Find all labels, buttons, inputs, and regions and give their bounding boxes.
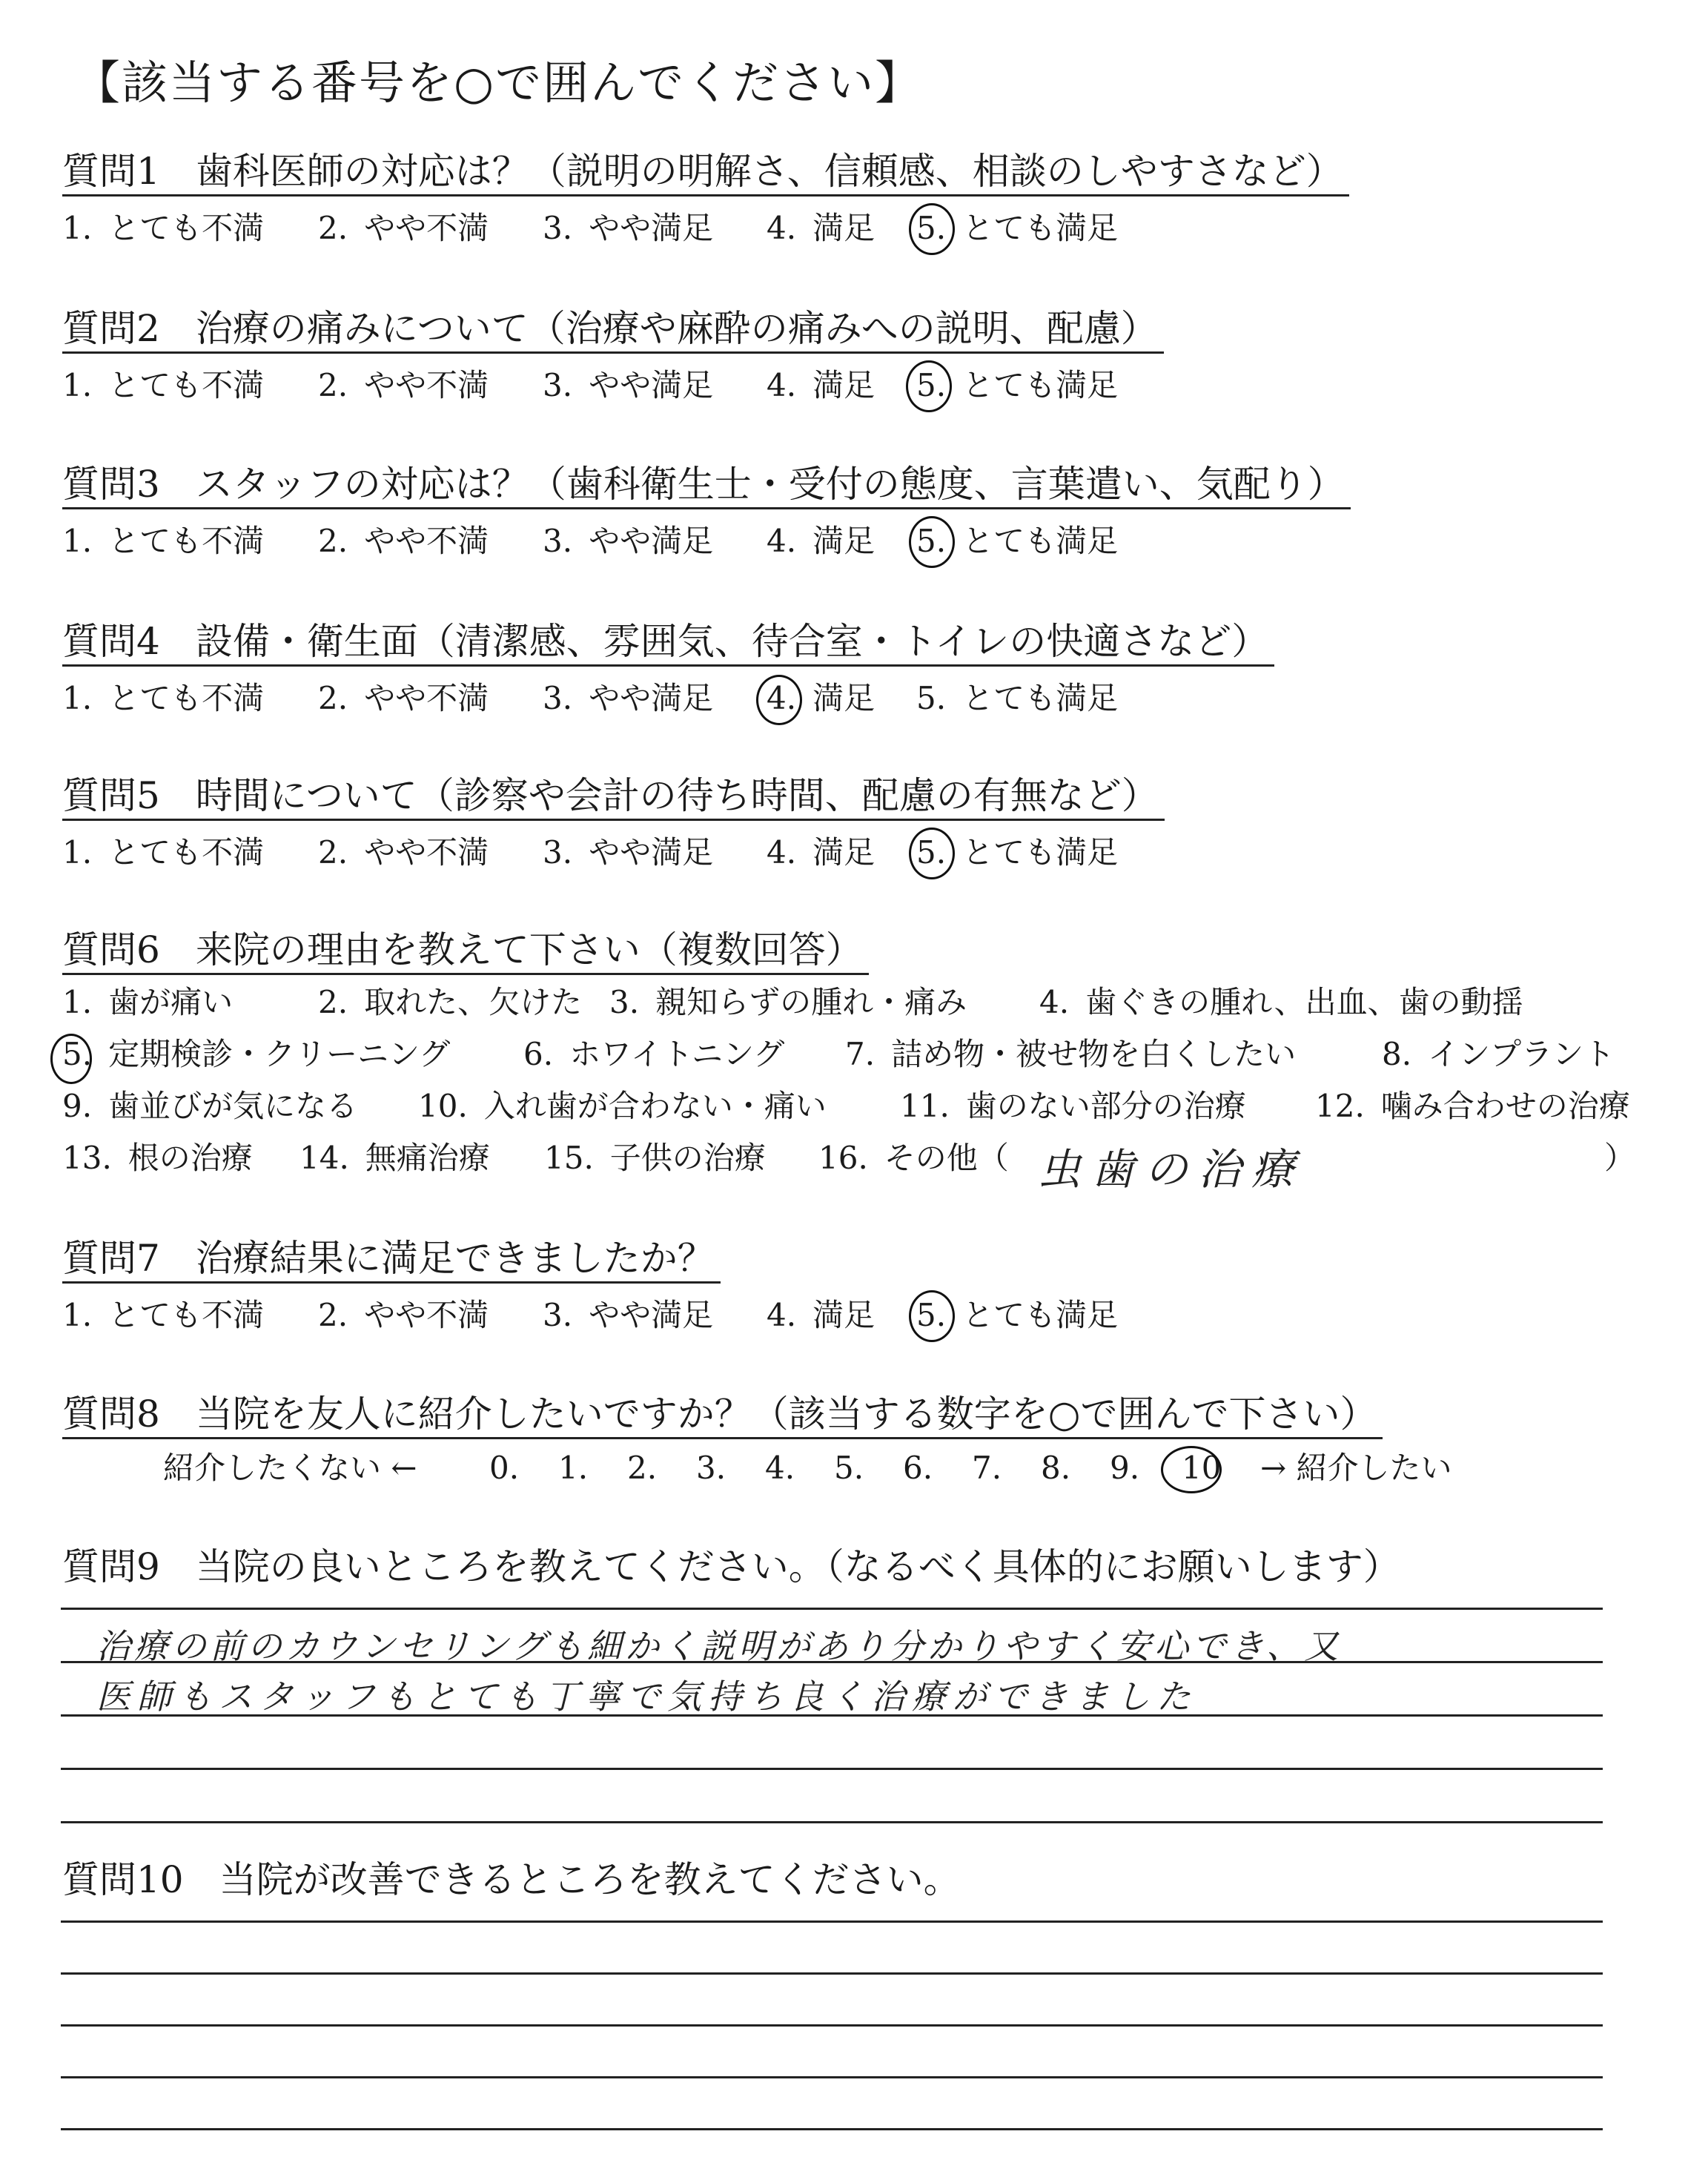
question-6-reasons xyxy=(62,983,1656,1206)
option-5[interactable]: 5. とても満足 xyxy=(916,680,1119,716)
question-label: 質問3 xyxy=(62,463,160,506)
question-9-heading xyxy=(62,1544,1406,1590)
question-text: 当院の良いところを教えてください。（なるべく具体的にお願いします） xyxy=(195,1545,1400,1588)
option-2[interactable]: 2. やや不満 xyxy=(318,680,489,716)
handwritten-answer-line-1[interactable]: 治療の前のカウンセリングも細かく説明があり分かりやすく安心でき、又 xyxy=(96,1626,1343,1666)
scale-number[interactable]: 3. xyxy=(696,1450,726,1486)
option-4[interactable]: 4. 満足 xyxy=(767,1297,875,1333)
reason-item[interactable]: 13. 根の治療 xyxy=(62,1140,253,1176)
answer-line xyxy=(61,1821,1603,1823)
selection-circle xyxy=(909,828,955,879)
option-2[interactable]: 2. やや不満 xyxy=(318,367,489,403)
option-2[interactable]: 2. やや不満 xyxy=(318,834,489,871)
reason-item-selected[interactable]: 5. 定期検診・クリーニング xyxy=(62,1036,451,1072)
option-5[interactable]: 5. とても満足 xyxy=(916,834,1119,871)
option-1[interactable]: 1. とても不満 xyxy=(62,523,265,559)
reason-item[interactable]: 9. 歯並びが気になる xyxy=(62,1088,358,1124)
option-2[interactable]: 2. やや不満 xyxy=(318,1297,489,1333)
selection-circle xyxy=(909,1290,955,1342)
scale-number[interactable]: 6. xyxy=(903,1450,933,1486)
question-2-heading xyxy=(62,305,1164,354)
option-5[interactable]: 5. とても満足 xyxy=(916,1297,1119,1333)
recommend-scale xyxy=(163,1449,1572,1490)
reason-item[interactable]: 4. 歯ぐきの腫れ、出血、歯の動揺 xyxy=(1039,984,1523,1020)
question-label: 質問5 xyxy=(62,774,160,817)
question-8-heading xyxy=(62,1391,1383,1439)
option-1[interactable]: 1. とても不満 xyxy=(62,680,265,716)
selection-circle xyxy=(909,203,955,255)
option-1[interactable]: 1. とても不満 xyxy=(62,210,265,246)
scale-left-label: 紹介したくない ← xyxy=(163,1450,417,1486)
question-label: 質問10 xyxy=(62,1858,184,1901)
option-3[interactable]: 3. やや満足 xyxy=(543,1297,714,1333)
scale-number-selected[interactable]: 10 xyxy=(1182,1450,1222,1486)
question-text: 来院の理由を教えて下さい（複数回答） xyxy=(195,928,863,971)
selection-circle xyxy=(50,1034,92,1084)
question-label: 質問8 xyxy=(62,1393,160,1436)
question-6-heading xyxy=(62,927,869,975)
question-text: 当院を友人に紹介したいですか？（該当する数字を○で囲んで下さい） xyxy=(195,1393,1377,1436)
scale-number[interactable]: 1. xyxy=(558,1450,589,1486)
option-5[interactable]: 5. とても満足 xyxy=(916,210,1119,246)
question-3-options xyxy=(62,522,1323,564)
selection-circle xyxy=(756,675,802,725)
option-5[interactable]: 5. とても満足 xyxy=(916,523,1119,559)
question-label: 質問2 xyxy=(62,307,160,350)
scale-number[interactable]: 7. xyxy=(972,1450,1002,1486)
option-3[interactable]: 3. やや満足 xyxy=(543,523,714,559)
question-label: 質問9 xyxy=(62,1545,160,1588)
option-4[interactable]: 4. 満足 xyxy=(767,680,875,716)
question-text: 歯科医師の対応は？（説明の明解さ、信頼感、相談のしやすさなど） xyxy=(195,150,1343,193)
question-1-heading xyxy=(62,148,1349,196)
option-2[interactable]: 2. やや不満 xyxy=(318,210,489,246)
question-7-options xyxy=(62,1296,1323,1338)
question-1-options xyxy=(62,209,1323,251)
option-4[interactable]: 4. 満足 xyxy=(767,367,875,403)
option-1[interactable]: 1. とても不満 xyxy=(62,1297,265,1333)
question-3-heading xyxy=(62,461,1351,509)
question-text: 当院が改善できるところを教えてください。 xyxy=(219,1858,961,1901)
question-2-options xyxy=(62,366,1323,408)
question-5-options xyxy=(62,833,1323,875)
option-3[interactable]: 3. やや満足 xyxy=(543,210,714,246)
scale-number[interactable]: 2. xyxy=(627,1450,658,1486)
page-title: 【該当する番号を○で囲んでください】 xyxy=(74,56,923,110)
option-1[interactable]: 1. とても不満 xyxy=(62,367,265,403)
option-3[interactable]: 3. やや満足 xyxy=(543,834,714,871)
option-4[interactable]: 4. 満足 xyxy=(767,834,875,871)
question-label: 質問1 xyxy=(62,150,160,193)
scale-number[interactable]: 5. xyxy=(834,1450,864,1486)
answer-line xyxy=(61,2076,1603,2078)
reason-item[interactable]: 6. ホワイトニング xyxy=(523,1036,785,1072)
answer-line xyxy=(61,2128,1603,2130)
reason-item[interactable]: 10. 入れ歯が合わない・痛い xyxy=(418,1088,827,1124)
question-text: スタッフの対応は？（歯科衛生士・受付の態度、言葉遣い、気配り） xyxy=(195,463,1345,506)
option-3[interactable]: 3. やや満足 xyxy=(543,680,714,716)
question-text: 時間について（診察や会計の待ち時間、配慮の有無など） xyxy=(195,774,1159,817)
question-10-heading xyxy=(62,1857,967,1903)
scale-number[interactable]: 4. xyxy=(765,1450,795,1486)
option-4[interactable]: 4. 満足 xyxy=(767,210,875,246)
question-7-heading xyxy=(62,1235,721,1284)
reason-item[interactable]: 2. 取れた、欠けた xyxy=(318,984,583,1020)
option-2[interactable]: 2. やや不満 xyxy=(318,523,489,559)
option-1[interactable]: 1. とても不満 xyxy=(62,834,265,871)
question-text: 治療結果に満足できましたか？ xyxy=(195,1237,715,1280)
question-text: 設備・衛生面（清潔感、雰囲気、待合室・トイレの快適さなど） xyxy=(195,620,1269,663)
question-4-heading xyxy=(62,618,1274,667)
answer-line xyxy=(61,1768,1603,1770)
reason-item[interactable]: 15. 子供の治療 xyxy=(544,1140,766,1176)
question-text: 治療の痛みについて（治療や麻酔の痛みへの説明、配慮） xyxy=(195,307,1158,350)
answer-line xyxy=(61,1972,1603,1975)
answer-line xyxy=(61,2024,1603,2027)
scale-number[interactable]: 0. xyxy=(489,1450,520,1486)
option-4[interactable]: 4. 満足 xyxy=(767,523,875,559)
question-label: 質問6 xyxy=(62,928,160,971)
selection-circle xyxy=(906,360,952,412)
answer-line xyxy=(61,1920,1603,1923)
question-label: 質問4 xyxy=(62,620,160,663)
scale-number[interactable]: 8. xyxy=(1041,1450,1071,1486)
reason-item[interactable]: 14. 無痛治療 xyxy=(299,1140,490,1176)
scale-right-label: → 紹介したい xyxy=(1260,1450,1452,1486)
reason-item[interactable]: 7. 詰め物・被せ物を白くしたい xyxy=(845,1036,1297,1072)
reason-item[interactable]: 11. 歯のない部分の治療 xyxy=(900,1088,1246,1124)
other-handwritten-answer[interactable]: 虫歯の治療 xyxy=(1038,1144,1305,1195)
reason-item[interactable]: 1. 歯が痛い xyxy=(62,984,234,1020)
scale-number[interactable]: 9. xyxy=(1110,1450,1140,1486)
answer-line xyxy=(61,1608,1603,1610)
reason-item[interactable]: 16. その他（ xyxy=(818,1140,1009,1176)
other-close-paren: ） xyxy=(1604,1140,1636,1176)
question-4-options xyxy=(62,679,1323,721)
selection-circle xyxy=(909,516,955,568)
question-5-heading xyxy=(62,773,1165,821)
option-3[interactable]: 3. やや満足 xyxy=(543,367,714,403)
handwritten-answer-line-2[interactable]: 医師もスタッフもとても丁寧で気持ち良く治療ができました xyxy=(96,1677,1197,1717)
selection-circle xyxy=(1161,1446,1222,1493)
option-5[interactable]: 5. とても満足 xyxy=(916,367,1119,403)
reason-item[interactable]: 3. 親知らずの腫れ・痛み xyxy=(609,984,967,1020)
reason-item[interactable]: 8. インプラント xyxy=(1382,1036,1615,1072)
question-label: 質問7 xyxy=(62,1237,160,1280)
reason-item[interactable]: 12. 噛み合わせの治療 xyxy=(1315,1088,1630,1124)
